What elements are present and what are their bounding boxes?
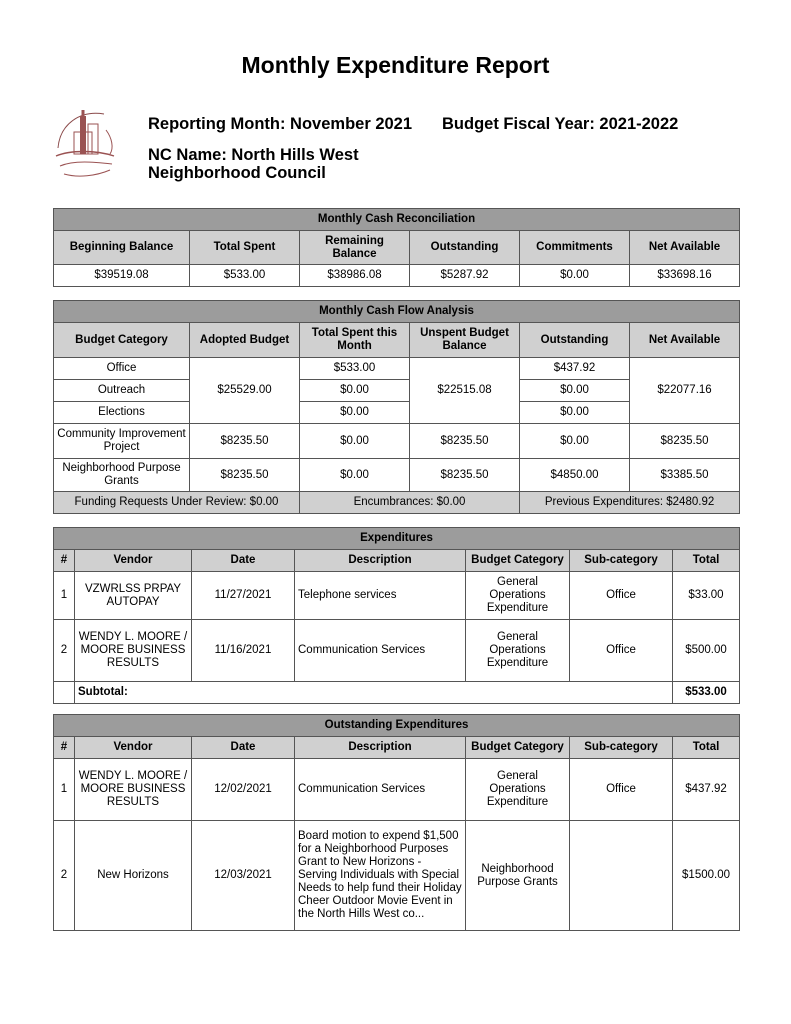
vendor: VZWRLSS PRPAY AUTOPAY: [75, 572, 192, 620]
budget-fiscal-year: Budget Fiscal Year: 2021-2022: [442, 115, 679, 133]
sub-category: Office: [570, 759, 673, 821]
table-row: [54, 759, 740, 821]
cash-reconciliation-table: [53, 208, 740, 287]
date: 12/02/2021: [192, 759, 295, 821]
subtotal-label: Subtotal:: [75, 682, 673, 704]
col-adopted-budget: Adopted Budget: [190, 323, 300, 358]
category-outreach: Outreach: [54, 380, 190, 402]
cip-net: $8235.50: [630, 424, 740, 459]
col-budget-category: Budget Category: [54, 323, 190, 358]
col-commitments: Commitments: [520, 231, 630, 265]
total: $437.92: [673, 759, 740, 821]
date: 12/03/2021: [192, 821, 295, 931]
col-date: Date: [192, 550, 295, 572]
cip-spent: $0.00: [300, 424, 410, 459]
budget-category: General Operations Expenditure: [466, 759, 570, 821]
sub-category: [570, 821, 673, 931]
outstanding-expenditures-table: [53, 714, 740, 931]
npg-unspent: $8235.50: [410, 459, 520, 492]
total-spent-value: $533.00: [190, 265, 300, 287]
npg-net: $3385.50: [630, 459, 740, 492]
cashflow-title: Monthly Cash Flow Analysis: [54, 301, 740, 323]
description: Telephone services: [295, 572, 466, 620]
expenditures-table: [53, 527, 740, 704]
remaining-balance-value: $38986.08: [300, 265, 410, 287]
col-total-spent-month: Total Spent this Month: [300, 323, 410, 358]
encumbrances: Encumbrances: $0.00: [300, 492, 520, 514]
total: $1500.00: [673, 821, 740, 931]
col-total: Total: [673, 737, 740, 759]
date: 11/27/2021: [192, 572, 295, 620]
npg-adopted: $8235.50: [190, 459, 300, 492]
budget-category: Neighborhood Purpose Grants: [466, 821, 570, 931]
group-adopted-budget: $25529.00: [190, 358, 300, 424]
outstanding-title: Outstanding Expenditures: [54, 715, 740, 737]
beginning-balance-value: $39519.08: [54, 265, 190, 287]
funding-requests: Funding Requests Under Review: $0.00: [54, 492, 300, 514]
npg-outstanding: $4850.00: [520, 459, 630, 492]
table-row: [54, 821, 740, 931]
commitments-value: $0.00: [520, 265, 630, 287]
total: $500.00: [673, 620, 740, 682]
budget-category: General Operations Expenditure: [466, 572, 570, 620]
previous-expenditures: Previous Expenditures: $2480.92: [520, 492, 740, 514]
row-number: 1: [54, 572, 75, 620]
col-date: Date: [192, 737, 295, 759]
col-vendor: Vendor: [75, 550, 192, 572]
cip-outstanding: $0.00: [520, 424, 630, 459]
group-net-available: $22077.16: [630, 358, 740, 424]
cip-adopted: $8235.50: [190, 424, 300, 459]
col-number: #: [54, 737, 75, 759]
col-description: Description: [295, 550, 466, 572]
row-number: 1: [54, 759, 75, 821]
office-spent: $533.00: [300, 358, 410, 380]
table-row: [54, 572, 740, 620]
col-vendor: Vendor: [75, 737, 192, 759]
description: Communication Services: [295, 620, 466, 682]
col-sub-category: Sub-category: [570, 550, 673, 572]
col-outstanding: Outstanding: [410, 231, 520, 265]
category-cip: Community Improvement Project: [54, 424, 190, 459]
city-clerk-seal-logo: [50, 104, 122, 180]
col-unspent-budget: Unspent Budget Balance: [410, 323, 520, 358]
vendor: WENDY L. MOORE / MOORE BUSINESS RESULTS: [75, 620, 192, 682]
description: Board motion to expend $1,500 for a Neighborhood Purposes Grant to New Horizons - Serving Individuals with Special Needs to help fund their Holiday Cheer Outdoor Movie Event in the North Hills West co...: [295, 821, 466, 931]
vendor: WENDY L. MOORE / MOORE BUSINESS RESULTS: [75, 759, 192, 821]
sub-category: Office: [570, 572, 673, 620]
cip-unspent: $8235.50: [410, 424, 520, 459]
table-row: [54, 459, 740, 492]
col-budget-category: Budget Category: [466, 550, 570, 572]
nc-name-line2: Neighborhood Council: [148, 164, 326, 182]
col-net-available: Net Available: [630, 231, 740, 265]
col-number: #: [54, 550, 75, 572]
category-office: Office: [54, 358, 190, 380]
description: Communication Services: [295, 759, 466, 821]
vendor: New Horizons: [75, 821, 192, 931]
date: 11/16/2021: [192, 620, 295, 682]
table-row: [54, 358, 740, 380]
col-total: Total: [673, 550, 740, 572]
col-budget-category: Budget Category: [466, 737, 570, 759]
col-beginning-balance: Beginning Balance: [54, 231, 190, 265]
col-net-available: Net Available: [630, 323, 740, 358]
col-description: Description: [295, 737, 466, 759]
net-available-value: $33698.16: [630, 265, 740, 287]
col-sub-category: Sub-category: [570, 737, 673, 759]
category-npg: Neighborhood Purpose Grants: [54, 459, 190, 492]
col-remaining-balance: Remaining Balance: [300, 231, 410, 265]
col-outstanding: Outstanding: [520, 323, 630, 358]
subtotal-value: $533.00: [673, 682, 740, 704]
budget-category: General Operations Expenditure: [466, 620, 570, 682]
table-row: [54, 620, 740, 682]
reconciliation-title: Monthly Cash Reconciliation: [54, 209, 740, 231]
cash-flow-table: [53, 300, 740, 514]
row-number: 2: [54, 821, 75, 931]
npg-spent: $0.00: [300, 459, 410, 492]
report-title: Monthly Expenditure Report: [241, 52, 550, 78]
sub-category: Office: [570, 620, 673, 682]
nc-name-line1: NC Name: North Hills West: [148, 146, 359, 164]
outreach-outstanding: $0.00: [520, 380, 630, 402]
total: $33.00: [673, 572, 740, 620]
table-row: [54, 424, 740, 459]
row-number: 2: [54, 620, 75, 682]
elections-outstanding: $0.00: [520, 402, 630, 424]
expenditures-title: Expenditures: [54, 528, 740, 550]
elections-spent: $0.00: [300, 402, 410, 424]
category-elections: Elections: [54, 402, 190, 424]
col-total-spent: Total Spent: [190, 231, 300, 265]
outstanding-value: $5287.92: [410, 265, 520, 287]
reporting-month: Reporting Month: November 2021: [148, 115, 413, 133]
group-unspent-budget: $22515.08: [410, 358, 520, 424]
outreach-spent: $0.00: [300, 380, 410, 402]
office-outstanding: $437.92: [520, 358, 630, 380]
